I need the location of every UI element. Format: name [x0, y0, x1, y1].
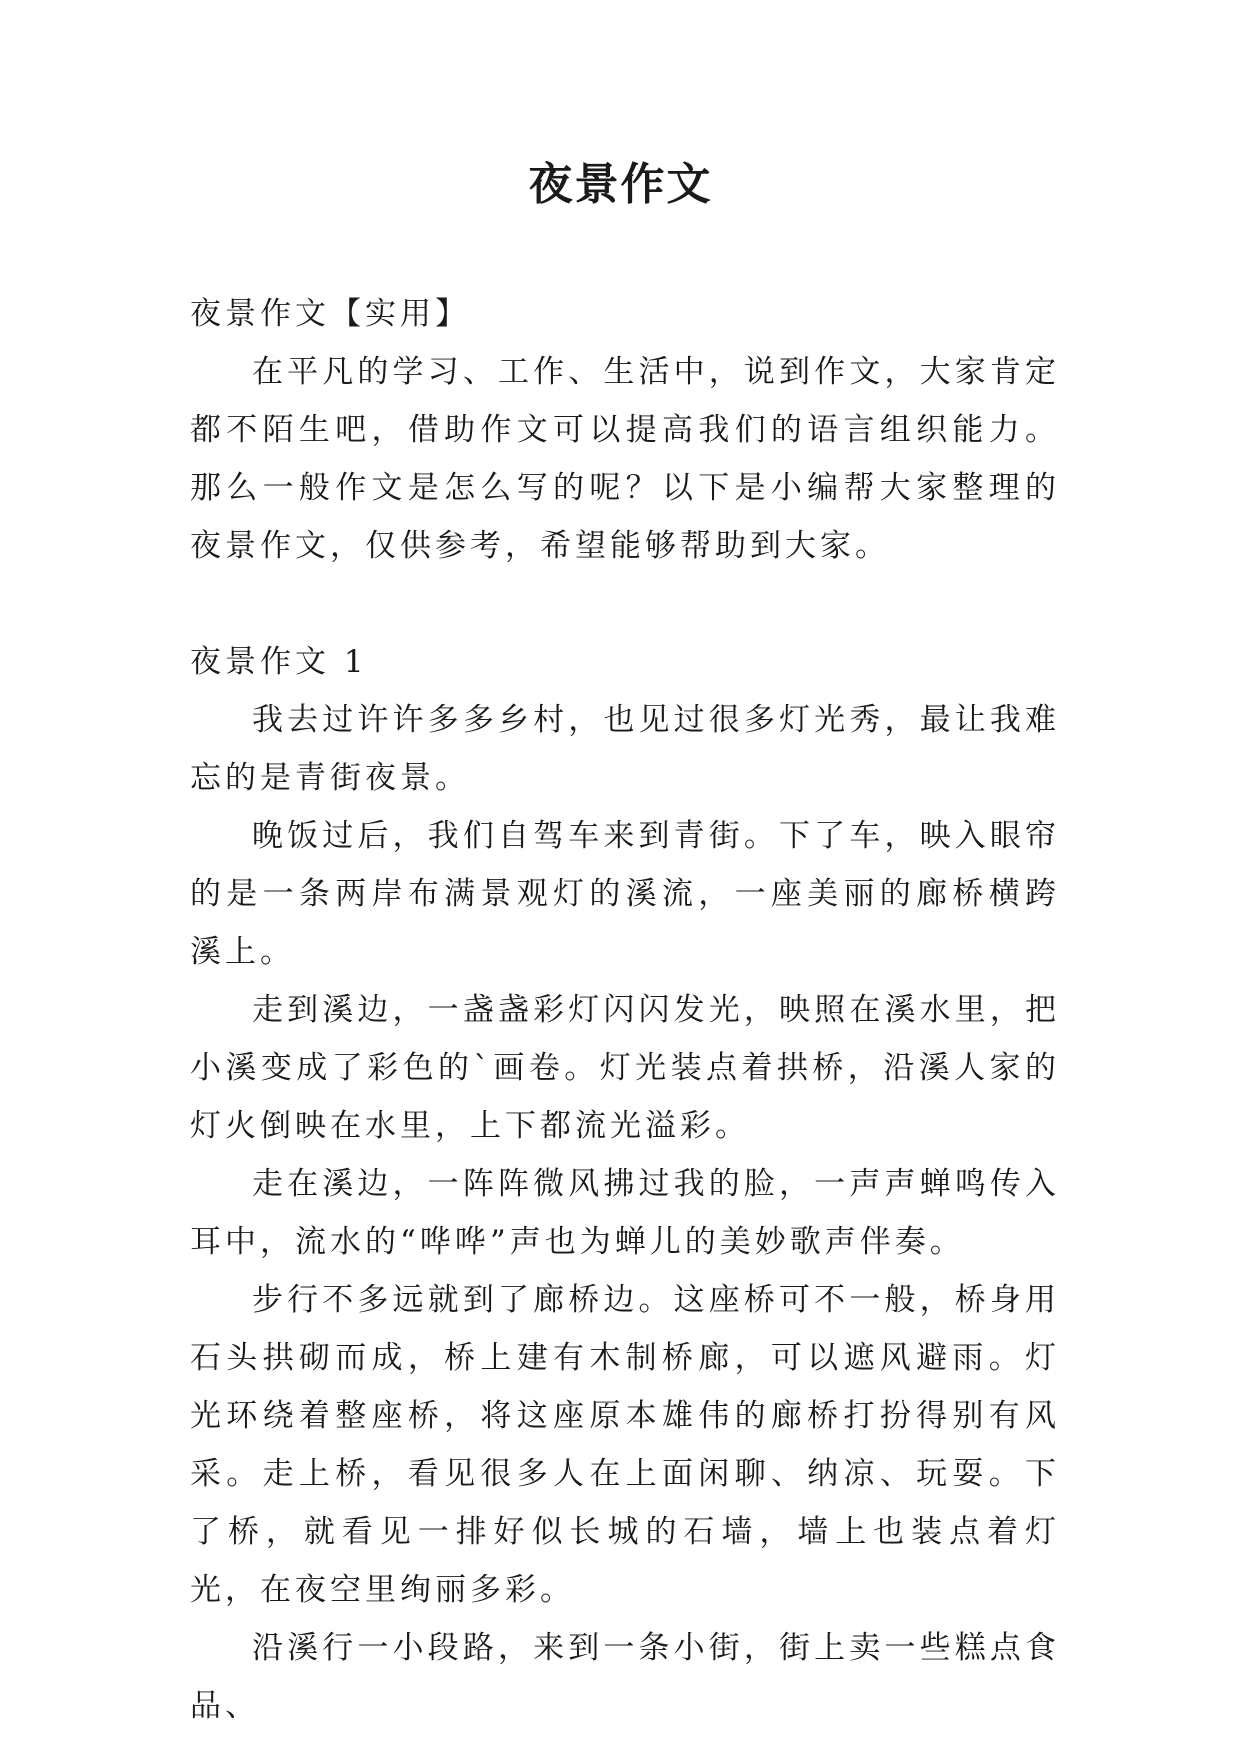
body-paragraph: 步行不多远就到了廊桥边。这座桥可不一般，桥身用石头拱砌而成，桥上建有木制桥廊，可以遮风避雨。灯光环绕着整座桥，将这座原本雄伟的廊桥打扮得别有风采。走上桥，看见很多人在上面闲聊、纳凉、玩耍。下了桥，就看见一排好似长城的石墙，墙上也装点着灯光，在夜空里绚丽多彩。	[190, 1282, 1060, 1608]
body-paragraph: 走在溪边，一阵阵微风拂过我的脸，一声声蝉鸣传入耳中，流水的“哗哗”声也为蝉儿的美妙歌声伴奏。	[190, 1166, 1060, 1260]
body-paragraph: 走到溪边，一盏盏彩灯闪闪发光，映照在溪水里，把小溪变成了彩色的`画卷。灯光装点着拱桥，沿溪人家的灯火倒映在水里，上下都流光溢彩。	[190, 992, 1060, 1144]
section-spacer	[190, 575, 1060, 633]
body-paragraph: 晚饭过后，我们自驾车来到青街。下了车，映入眼帘的是一条两岸布满景观灯的溪流，一座美丽的廊桥横跨溪上。	[190, 818, 1060, 970]
section-heading: 夜景作文 1	[190, 644, 368, 680]
document-title: 夜景作文	[528, 159, 713, 210]
document-body	[190, 285, 1060, 1735]
document-subtitle: 夜景作文【实用】	[190, 296, 470, 332]
body-paragraph: 沿溪行一小段路，来到一条小街，街上卖一些糕点食品、	[190, 1630, 1060, 1724]
intro-paragraph: 在平凡的学习、工作、生活中，说到作文，大家肯定都不陌生吧，借助作文可以提高我们的语言组织能力。那么一般作文是怎么写的呢？以下是小编帮大家整理的夜景作文，仅供参考，希望能够帮助到大家。	[190, 354, 1060, 564]
body-paragraph: 我去过许许多多乡村，也见过很多灯光秀，最让我难忘的是青街夜景。	[190, 702, 1060, 796]
